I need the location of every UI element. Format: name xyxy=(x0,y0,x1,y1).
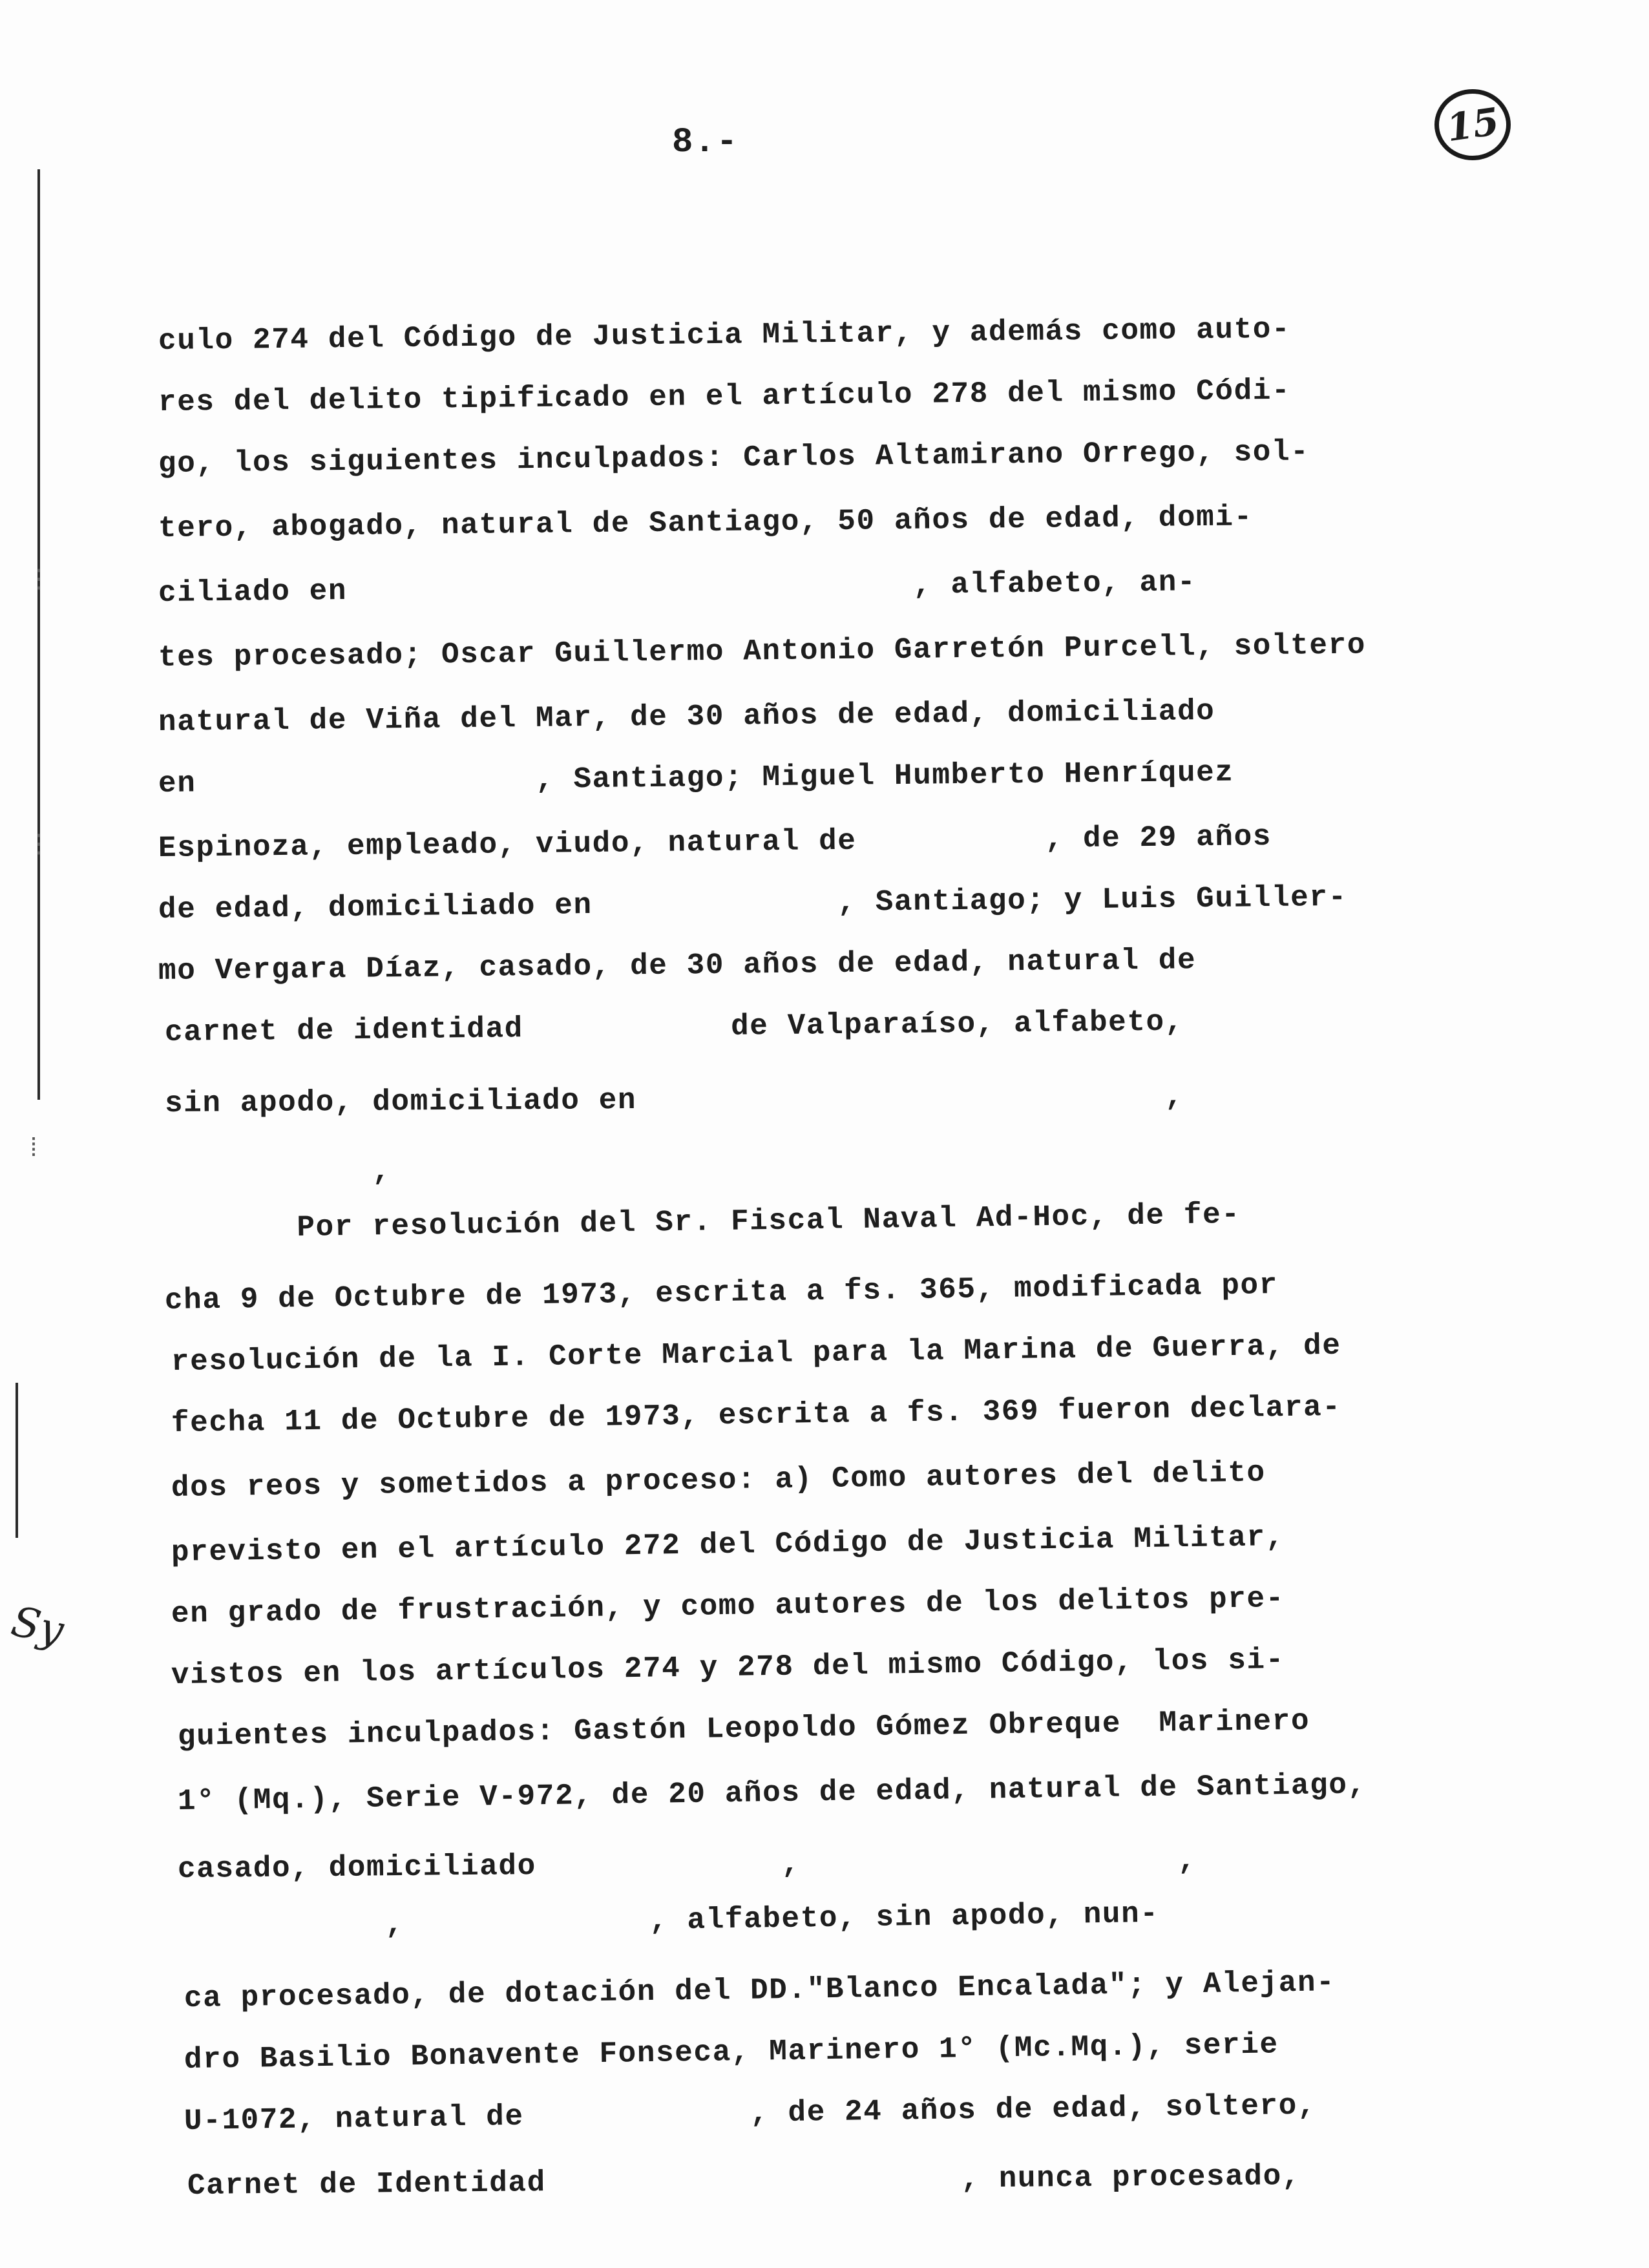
text-line: resolución de la I. Corte Marcial para la Marina de Guerra, de xyxy=(171,1328,1341,1379)
folio-stamp xyxy=(1434,89,1511,160)
text-line: Por resolución del Sr. Fiscal Naval Ad-Hoc, de fe- xyxy=(164,1197,1241,1246)
text-line: ciliado en , alfabeto, an- xyxy=(158,565,1197,610)
text-line: dro Basilio Bonavente Fonseca, Marinero 1° (Mc.Mq.), serie xyxy=(184,2028,1279,2077)
margin-scribble: Sy xyxy=(7,1597,68,1655)
text-line: go, los siguientes inculpados: Carlos Altamirano Orrego, sol- xyxy=(158,435,1310,481)
text-line: en , Santiago; Miguel Humberto Henríquez xyxy=(158,755,1234,801)
text-line: culo 274 del Código de Justicia Militar, y además como auto- xyxy=(158,312,1291,358)
text-line: tero, abogado, natural de Santiago, 50 años de edad, domi- xyxy=(158,500,1254,545)
margin-marks: ⋮ xyxy=(26,832,52,861)
text-line: U-1072, natural de , de 24 años de edad, soltero, xyxy=(184,2088,1317,2138)
text-line: Espinoza, empleado, viudo, natural de , de 29 años xyxy=(158,819,1272,865)
text-line: dos reos y sometidos a proceso: a) Como autores del delito xyxy=(171,1456,1266,1505)
text-line: natural de Viña del Mar, de 30 años de edad, domiciliado xyxy=(158,694,1215,739)
text-line: Carnet de Identidad , nunca procesado, xyxy=(187,2159,1301,2203)
margin-marks: ⋮ xyxy=(26,567,52,596)
margin-line-top xyxy=(37,169,40,1100)
margin-line-bottom xyxy=(16,1383,18,1538)
text-line: mo Vergara Díaz, casado, de 30 años de edad, natural de xyxy=(158,943,1197,988)
text-line: de edad, domiciliado en , Santiago; y Luis Guiller- xyxy=(158,880,1348,927)
text-line: previsto en el artículo 272 del Código de Justicia Militar, xyxy=(171,1520,1285,1570)
text-line: tes procesado; Oscar Guillermo Antonio Garretón Purcell, soltero xyxy=(158,628,1367,675)
text-line: guientes inculpados: Gastón Leopoldo Gómez Obreque Marinero xyxy=(177,1704,1310,1754)
text-line: sin apodo, domiciliado en , xyxy=(164,1079,1184,1120)
text-line: carnet de identidad de Valparaíso, alfabeto, xyxy=(164,1005,1184,1049)
text-line: res del delito tipificado en el artículo 278 del mismo Códi- xyxy=(158,373,1291,419)
text-line: 1° (Mq.), Serie V-972, de 20 años de edad, natural de Santiago, xyxy=(177,1768,1367,1818)
text-line: casado, domiciliado , , xyxy=(177,1843,1197,1886)
text-line: en grado de frustración, y como autores de los delitos pre- xyxy=(171,1581,1285,1631)
margin-marks: ⁞ xyxy=(26,1135,42,1164)
folio-stamp-number: 15 xyxy=(1444,99,1502,151)
page-number: 8.- xyxy=(672,123,739,162)
text-line: vistos en los artículos 274 y 278 del mismo Código, los si- xyxy=(171,1643,1285,1692)
text-line: cha 9 de Octubre de 1973, escrita a fs. 365, modificada por xyxy=(164,1268,1279,1318)
text-line: , xyxy=(165,1155,392,1188)
text-line: , , alfabeto, sin apodo, nun- xyxy=(177,1896,1159,1944)
text-line: ca procesado, de dotación del DD."Blanco Encalada"; y Alejan- xyxy=(184,1966,1336,2015)
text-line: fecha 11 de Octubre de 1973, escrita a fs. 369 fueron declara- xyxy=(171,1390,1341,1440)
